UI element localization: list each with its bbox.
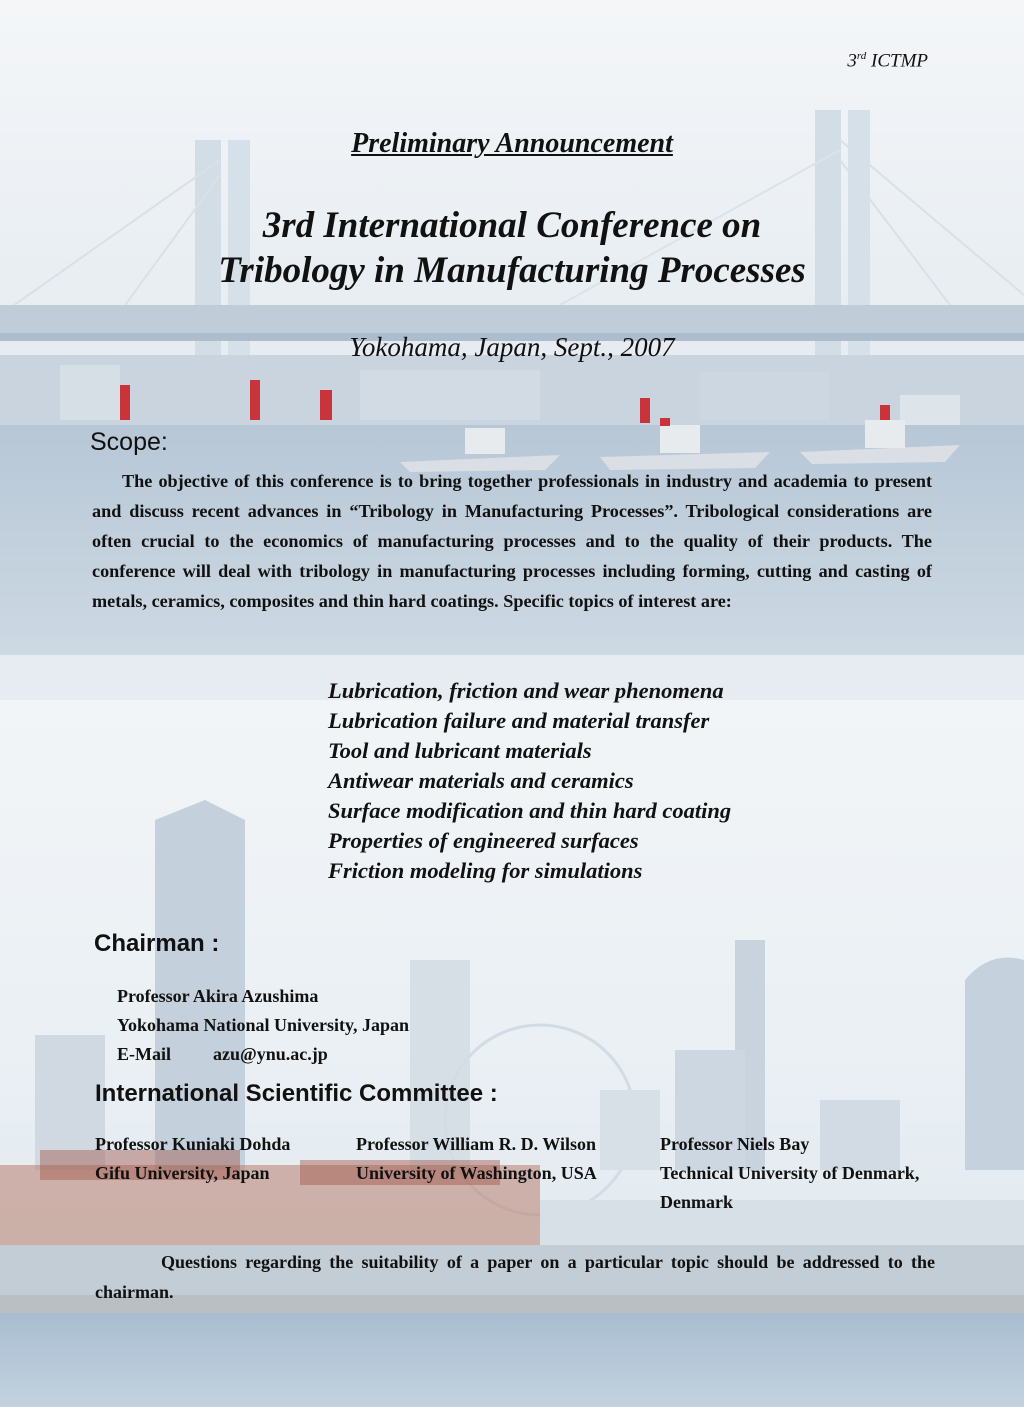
committee-member (660, 1130, 990, 1217)
title-line-1: 3rd International Conference on (262, 205, 762, 246)
email-label: E-Mail (117, 1044, 171, 1064)
topic-item: Lubrication, friction and wear phenomena (328, 678, 724, 703)
committee-member (95, 1130, 345, 1188)
announcement-heading: Preliminary Announcement (351, 128, 673, 159)
conference-title (0, 203, 1024, 293)
chairman-name: Professor Akira Azushima (117, 986, 319, 1006)
topic-item: Properties of engineered surfaces (328, 828, 639, 853)
topic-item: Tool and lubricant materials (328, 738, 592, 763)
committee-member (356, 1130, 646, 1188)
chairman-email-row (117, 1040, 409, 1069)
venue-date: Yokohama, Japan, Sept., 2007 (349, 332, 675, 362)
topic-item: Friction modeling for simulations (328, 858, 643, 883)
scope-paragraph: The objective of this conference is to bring together professionals in industry and academia to present and discuss recent advances in “Tribology in Manufacturing Processes”. Tribological considerations are often crucial to the economics of manufacturing processes and to the quality of their products. The conference will deal with tribology in manufacturing processes including forming, cutting and casting of metals, ceramics, composites and thin hard coatings. Specific topics of interest are: (92, 471, 932, 611)
member-name: Professor Kuniaki Dohda (95, 1134, 291, 1154)
member-affiliation: Gifu University, Japan (95, 1163, 270, 1183)
topic-item: Antiwear materials and ceramics (328, 768, 634, 793)
chairman-block (117, 982, 409, 1069)
topic-item: Surface modification and thin hard coating (328, 798, 732, 823)
chairman-email: azu@ynu.ac.jp (213, 1044, 328, 1064)
conference-tag: 3rd ICTMP (847, 50, 928, 72)
member-name: Professor Niels Bay (660, 1134, 810, 1154)
scope-heading: Scope: (90, 428, 168, 456)
member-name: Professor William R. D. Wilson (356, 1134, 597, 1154)
topic-item: Lubrication failure and material transfer (328, 708, 710, 733)
chairman-affiliation: Yokohama National University, Japan (117, 1015, 410, 1035)
title-line-2: Tribology in Manufacturing Processes (218, 250, 806, 291)
topics-list (328, 676, 731, 886)
member-affiliation: Technical University of Denmark, Denmark (660, 1163, 920, 1212)
member-affiliation: University of Washington, USA (356, 1163, 597, 1183)
closing-note: Questions regarding the suitability of a paper on a particular topic should be addressed to the chairman. (95, 1252, 935, 1302)
chairman-heading: Chairman : (94, 930, 220, 957)
committee-heading: International Scientific Committee : (95, 1080, 498, 1107)
